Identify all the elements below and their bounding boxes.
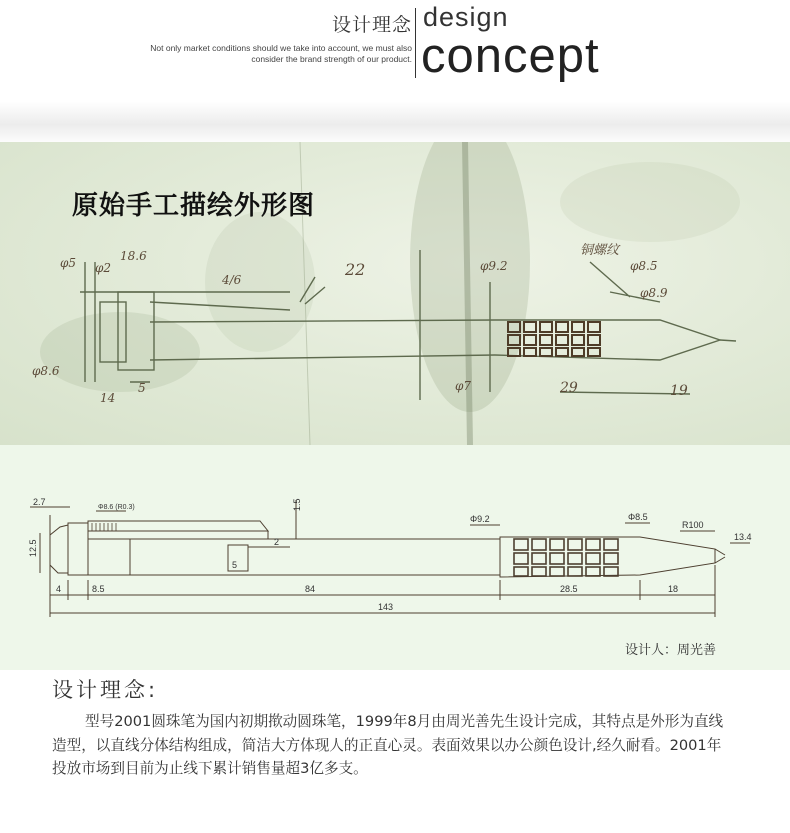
dim-label: 143 [378,602,394,612]
dim-label: 2 [274,537,280,547]
dim-label: 4 [56,584,62,594]
concept-section [0,670,790,833]
header-word-design: design [423,2,509,32]
dim-label: 2.7 [33,497,46,507]
dim-label: 5 [232,560,238,570]
sketch-annotation: 19 [670,383,688,399]
sketch-annotation: φ5 [60,256,77,270]
technical-drawing-panel [0,445,790,670]
sketch-annotation: φ9.2 [480,259,508,273]
dim-label: 28.5 [560,584,578,594]
sketch-annotation: 4/6 [222,273,242,287]
hand-sketch-panel [0,142,790,445]
sketch-annotation: 29 [560,380,578,396]
sketch-annotation: 铜螺纹 [580,243,620,258]
sketch-annotation: φ8.9 [640,286,668,300]
sketch-annotation: φ2 [95,261,112,275]
dim-label: 12.5 [28,539,38,557]
sketch-annotation: 5 [138,381,146,395]
dim-label: 8.5 [92,584,105,594]
dim-label: 13.4 [734,532,752,542]
sketch-annotation: 18.6 [120,249,147,263]
header-word-concept: concept [421,29,600,83]
designer-credit: 设计人：周光善 [624,643,716,658]
dim-label: 1.5 [292,498,302,511]
header-divider [415,8,416,78]
concept-body: 型号2001圆珠笔为国内初期揿动圆珠笔，1999年8月由周光善先生设计完成，其特点是外形为直线造型，以直线分体结构组成，简洁大方体现人的正直心灵。表面效果以办公颜色设计,经久耐看。2001年投放市场到目前为止线下累计销售量超3亿多支。 [52,713,724,777]
sketch-title: 原始手工描绘外形图 [72,191,316,221]
dim-label: Φ8.6 (R0.3) [98,504,135,511]
header-left-block [127,10,412,64]
sketch-annotation: φ7 [455,379,472,393]
dim-label: Φ9.2 [470,514,490,524]
dim-label: R100 [682,520,704,530]
dim-label: 18 [668,584,679,594]
sketch-annotation: φ8.6 [32,364,60,378]
dim-label: Φ8.5 [628,512,648,522]
dim-label: 84 [305,584,316,594]
header-en-subtitle-text: Not only market conditions should we take into account, we must also consider the brand strength of our product. [150,43,412,64]
sketch-annotation: 14 [100,391,116,405]
header-en-subtitle [127,43,412,64]
sketch-annotation: φ8.5 [630,259,658,273]
technical-drawing [0,445,790,670]
sketch-annotation: 22 [345,260,366,279]
concept-heading: 设计理念: [52,678,159,702]
header-cn-title: 设计理念 [331,14,412,36]
header-banner [0,0,790,145]
